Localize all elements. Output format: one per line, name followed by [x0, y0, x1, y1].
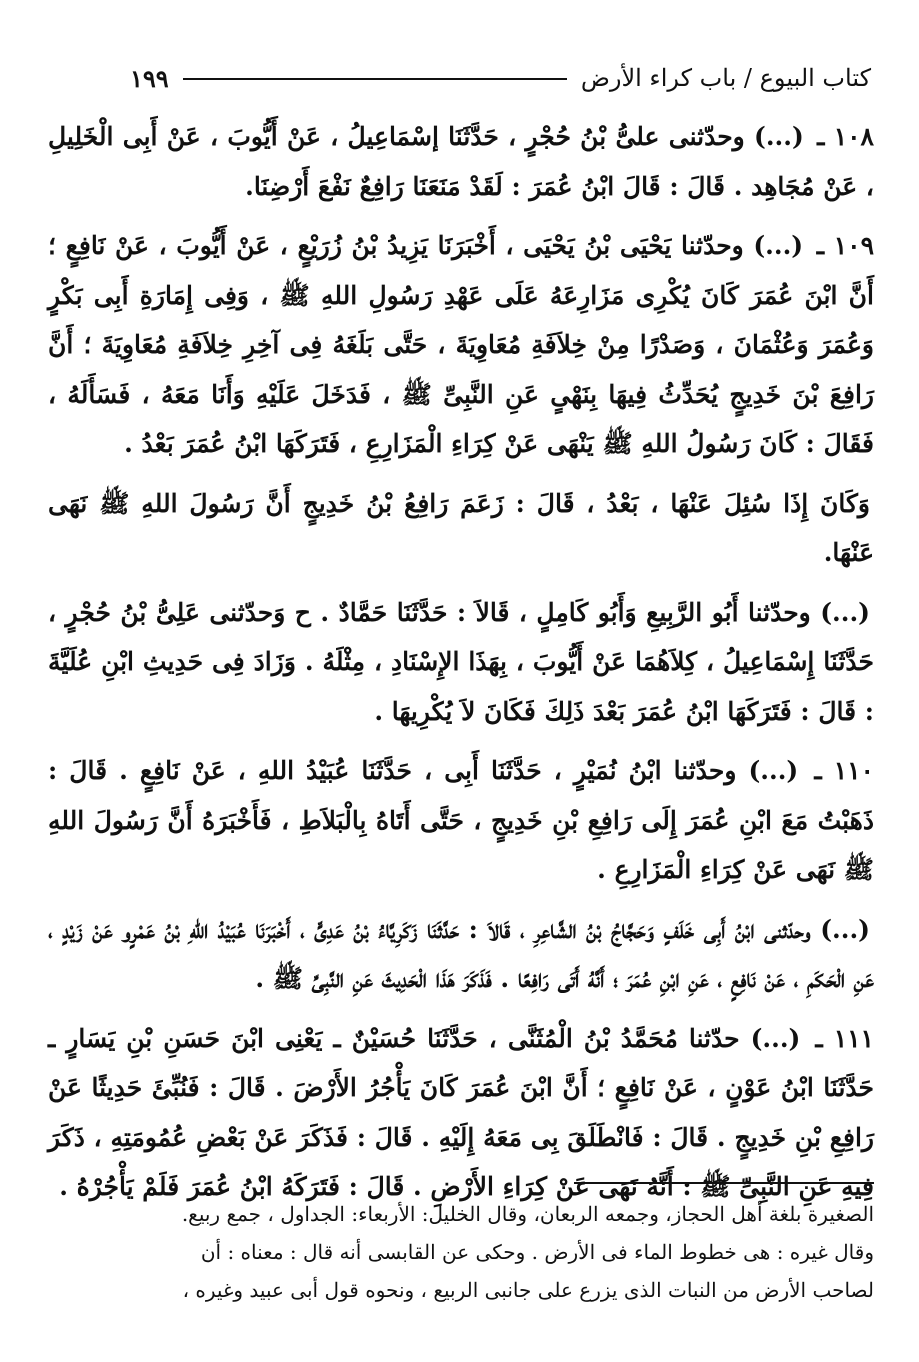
hadith-text: (...) حدّثنا مُحَمَّدُ بْنُ الْمُثَنَّى ، حَدَّثَنَا حُسَيْنٌ ـ يَعْنِى ابْنَ حَسَنِ بْنِ يَسَارٍ ـ حَدَّثَنَا ابْنُ عَوْنٍ ، عَنْ نَافِعٍ ؛ أَنَّ ابْنَ عُمَرَ كَانَ يَأْجُرُ الأَرْضَ . قَالَ : فَنُبِّئَ حَدِيثًا عَنْ رَافِعِ بْنِ خَدِيجٍ . قَالَ : فَانْطَلَقَ بِى مَعَهُ إِلَيْهِ . قَالَ : فَذَكَرَ عَنْ بَعْضِ عُمُومَتِهِ ، ذَكَرَ فِيهِ عَنِ النَّبِىِّ ﷺ : أَنَّهُ نَهَى عَنْ كِرَاءِ الأَرْضِ . قَالَ : فَتَرَكَهُ ابْنُ عُمَرَ فَلَمْ يَأْجُرْهُ .: [48, 1023, 874, 1201]
running-header: [130, 58, 871, 98]
header-rule: [183, 78, 567, 80]
hadith-paragraph: [48, 112, 874, 211]
hadith-number: [870, 915, 874, 944]
hadith-text: (...) وحدّثنى علىُّ بْنُ حُجْرٍ ، حَدَّثَنَا إسْمَاعِيلُ ، عَنْ أَيُّوبَ ، عَنْ أَبِى الْخَلِيلِ ، عَنْ مُجَاهِد . قَالَ : قَالَ ابْنُ عُمَرَ : لَقَدْ مَنَعَنَا رَافِعٌ نَفْعَ أَرْضِنَا.: [48, 122, 874, 201]
running-title: كتاب البيوع / باب كراء الأرض: [580, 64, 871, 92]
hadith-number: ١٠٩ ـ: [816, 231, 875, 260]
footnote-line: الصغيرة بلغة أهل الحجاز، وجمعه الربعان، وقال الخليل: الأربعاء: الجداول ، جمع ربيع.: [181, 1202, 874, 1226]
hadith-paragraph: [48, 746, 874, 895]
page-number: ١٩٩: [130, 63, 169, 93]
hadith-text: (...) وحدّثنى ابْنُ أَبِى خَلَفٍ وَحَجَّاجُ بْنُ الشَّاعِرِ ، قَالاَ : حَدَّثَنَا زَكَرِيَّاءُ بْنُ عَدِىٍّ ، أَخْبَرَنَا عُبَيْدُ اللهِ بْنُ عَمْرٍو عَنْ زَيْدٍ ، عَنِ الْحَكَمِ ، عَنْ نَافِعٍ ، عَنِ ابْنِ عُمَرَ ؛ أَنَّهُ أَتَى رَافِعًا . فَذَكَرَ هَذَا الْحَدِيثَ عَنِ النَّبِىِّ ﷺ .: [48, 914, 874, 993]
hadith-paragraph: [48, 221, 874, 469]
hadith-paragraph: [48, 479, 874, 578]
footnote-line: لصاحب الأرض من النبات الذى يزرع على جانبى الربيع ، ونحوه قول أبى عبيد وغيره ،: [182, 1278, 874, 1302]
hadith-text: (...) وحدّثنا ابْنُ نُمَيْرٍ ، حَدَّثَنَا أَبِى ، حَدَّثَنَا عُبَيْدُ اللهِ ، عَنْ نَافِعٍ . قَالَ : ذَهَبْتُ مَعَ ابْنِ عُمَرَ إِلَى رَافِعِ بْنِ خَدِيجٍ ، حَتَّى أَتَاهُ بِالْبَلاَطِ ، فَأَخْبَرَهُ أَنَّ رَسُولَ اللهِ ﷺ نَهَى عَنْ كِرَاءِ الْمَزَارِعِ .: [48, 756, 874, 884]
hadith-number: ١١٠ ـ: [814, 756, 874, 785]
hadith-text: (...) وحدّثنا يَحْيَى بْنُ يَحْيَى ، أَخْبَرَنَا يَزِيدُ بْنُ زُرَيْعٍ ، عَنْ أَيُّوبَ ، عَنْ نَافِعٍ ؛ أَنَّ ابْنَ عُمَرَ كَانَ يُكْرِى مَزَارِعَهُ عَلَى عَهْدِ رَسُولِ اللهِ ﷺ ، وَفِى إِمَارَةِ أَبِى بَكْرٍ وَعُمَرَ وَعُثْمَانَ ، وَصَدْرًا مِنْ خِلاَفَةِ مُعَاوِيَةَ ، حَتَّى بَلَغَهُ فِى آخِرِ خِلاَفَةِ مُعَاوِيَةَ ؛ أَنَّ رَافِعَ بْنَ خَدِيجٍ يُحَدِّثُ فِيهَا بِنَهْىٍ عَنِ النَّبِىِّ ﷺ ، فَدَخَلَ عَلَيْهِ وَأَنَا مَعَهُ ، فَسَأَلَهُ ، فَقَالَ : كَانَ رَسُولُ اللهِ ﷺ يَنْهَى عَنْ كِرَاءِ الْمَزَارِعِ ، فَتَرَكَهَا ابْنُ عُمَرَ بَعْدُ .: [48, 231, 874, 458]
hadith-number: [870, 598, 874, 627]
hadith-number: ١١١ ـ: [815, 1023, 874, 1053]
footnote-rule: [574, 1182, 874, 1184]
hadith-number: ١٠٨ ـ: [817, 122, 874, 151]
footnotes: [48, 1195, 874, 1309]
footnote-line: وقال غيره : هى خطوط الماء فى الأرض . وحكى عن القابسى أنه قال : معناه : أن: [200, 1240, 874, 1264]
main-text: [48, 112, 874, 1222]
hadith-text: (...) وحدّثنا أَبُو الرَّبِيعِ وَأَبُو كَامِلٍ ، قَالاَ : حَدَّثَنَا حَمَّادٌ . ح وَحدّثنى عَلِىُّ بْنُ حُجْرٍ ، حَدَّثَنَا إِسْمَاعِيلُ ، كِلاَهُمَا عَنْ أَيُّوبَ ، بِهَذَا الإِسْنَادِ ، مِثْلَهُ . وَزَادَ فِى حَدِيثِ ابْنِ عُلَيَّةَ : قَالَ : فَتَرَكَهَا ابْنُ عُمَرَ بَعْدَ ذَلِكَ فَكَانَ لاَ يُكْرِيهَا .: [48, 597, 874, 726]
hadith-text: وَكَانَ إِذَا سُئِلَ عَنْهَا ، بَعْدُ ، قَالَ : زَعَمَ رَافِعُ بْنُ خَدِيجٍ أَنَّ رَسُولَ اللهِ ﷺ نَهَى عَنْهَا.: [48, 488, 874, 567]
hadith-number: [870, 489, 874, 518]
hadith-paragraph: [48, 905, 874, 1004]
hadith-paragraph: [48, 588, 874, 737]
